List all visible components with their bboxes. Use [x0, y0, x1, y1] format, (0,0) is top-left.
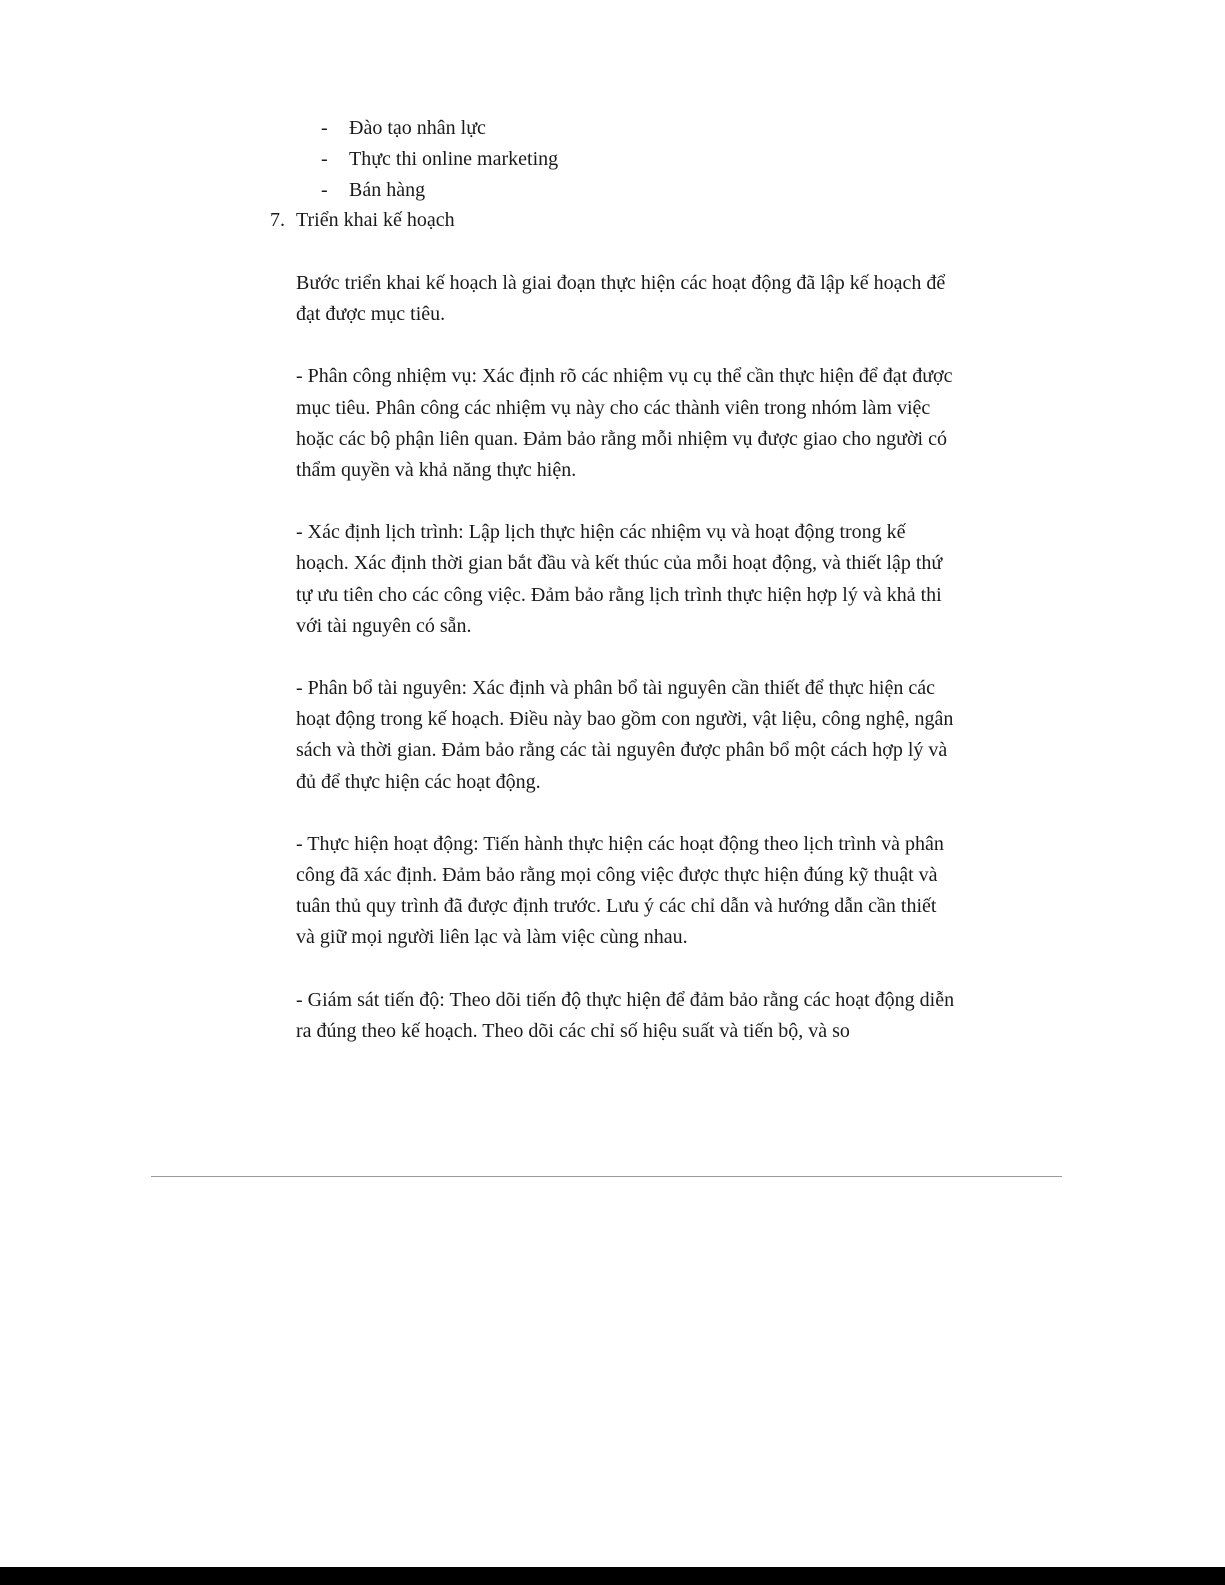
intro-paragraph: Bước triển khai kế hoạch là giai đoạn thực hiện các hoạt động đã lập kế hoạch để đạt được mục tiêu.: [296, 272, 946, 326]
progress-monitoring-paragraph: - Giám sát tiến độ: Theo dõi tiến độ thực hiện để đảm bảo rằng các hoạt động diễn ra đúng theo kế hoạch. Theo dõi các chỉ số hiệu suất và tiến bộ, và so: [296, 988, 955, 1042]
page-divider: [151, 1176, 1062, 1177]
execution-paragraph: - Thực hiện hoạt động: Tiến hành thực hiện các hoạt động theo lịch trình và phân công đã xác định. Đảm bảo rằng mọi công việc được thực hiện đúng kỹ thuật và tuân thủ quy trình đã được định trước. Lưu ý các chỉ dẫn và hướng dẫn cần thiết và giữ mọi người liên lạc và làm việc cùng nhau.: [296, 832, 944, 949]
section-title: Triển khai kế hoạch: [296, 209, 455, 231]
section-number: 7.: [270, 209, 285, 231]
bullet-text: Thực thi online marketing: [349, 148, 559, 170]
bullet-text: Đào tạo nhân lực: [349, 117, 486, 139]
section-heading: [270, 205, 455, 236]
bullet-marker: -: [321, 148, 328, 170]
bullet-item: [321, 144, 558, 175]
section-body: [296, 268, 956, 1078]
resource-allocation-paragraph: - Phân bổ tài nguyên: Xác định và phân bổ tài nguyên cần thiết để thực hiện các hoạt động trong kế hoạch. Điều này bao gồm con người, vật liệu, công nghệ, ngân sách và thời gian. Đảm bảo rằng các tài nguyên được phân bổ một cách hợp lý và đủ để thực hiện các hoạt động.: [296, 677, 954, 793]
page-bottom-edge: [0, 1567, 1225, 1585]
bullet-marker: -: [321, 117, 328, 139]
task-assignment-paragraph: - Phân công nhiệm vụ: Xác định rõ các nhiệm vụ cụ thể cần thực hiện để đạt được mục tiêu. Phân công các nhiệm vụ này cho các thành viên trong nhóm làm việc hoặc các bộ phận liên quan. Đảm bảo rằng mỗi nhiệm vụ được giao cho người có thẩm quyền và khả năng thực hiện.: [296, 365, 953, 482]
bullet-marker: -: [321, 179, 328, 201]
bullet-item: [321, 175, 558, 206]
bullet-list: [321, 113, 558, 206]
bullet-item: [321, 113, 558, 144]
schedule-paragraph: - Xác định lịch trình: Lập lịch thực hiện các nhiệm vụ và hoạt động trong kế hoạch. Xác định thời gian bắt đầu và kết thúc của mỗi hoạt động, và thiết lập thứ tự ưu tiên cho các công việc. Đảm bảo rằng lịch trình thực hiện hợp lý và khả thi với tài nguyên có sẵn.: [296, 521, 943, 637]
bullet-text: Bán hàng: [349, 179, 426, 201]
